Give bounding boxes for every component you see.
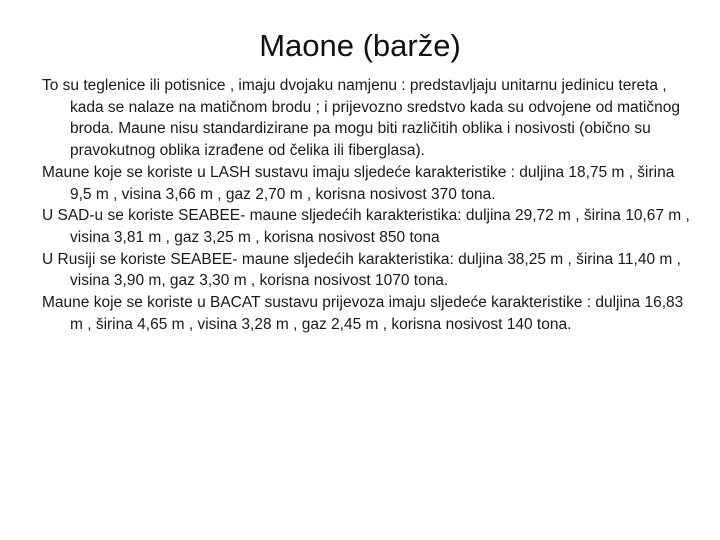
slide-title: Maone (barže) [259,28,461,63]
slide-body [42,75,692,335]
paragraph-russia-seabee-specs: U Rusiji se koriste SEABEE- maune sljedećih karakteristika: duljina 38,25 m , širina 11,40 m , visina 3,90 m, gaz 3,30 m , korisna nosivost 1070 tona. [42,250,681,290]
paragraph-barge-definition: To su teglenice ili potisnice , imaju dvojaku namjenu : predstavljaju unitarnu jedinicu tereta , kada se nalaze na matičnom brodu ; i prijevozno sredstvo kada su odvojene od matičnog broda. Maune nisu standardizirane pa mogu biti različitih oblika i nosivosti (obično su pravokutnog oblika izrađene od čelika ili fiberglasa). [42,77,681,160]
paragraph-bacat-specs: Maune koje se koriste u BACAT sustavu prijevoza imaju sljedeće karakteristike : duljina 16,83 m , širina 4,65 m , visina 3,28 m , gaz 2,45 m , korisna nosivost 140 tona. [42,294,684,333]
paragraph-lash-specs: Maune koje se koriste u LASH sustavu imaju sljedeće karakteristike : duljina 18,75 m , širina 9,5 m , visina 3,66 m , gaz 2,70 m , korisna nosivost 370 tona. [42,163,675,203]
paragraph-usa-seabee-specs: U SAD-u se koriste SEABEE- maune sljedećih karakteristika: duljina 29,72 m , širina 10,67 m , visina 3,81 m , gaz 3,25 m , korisna nosivost 850 tona [42,207,690,246]
